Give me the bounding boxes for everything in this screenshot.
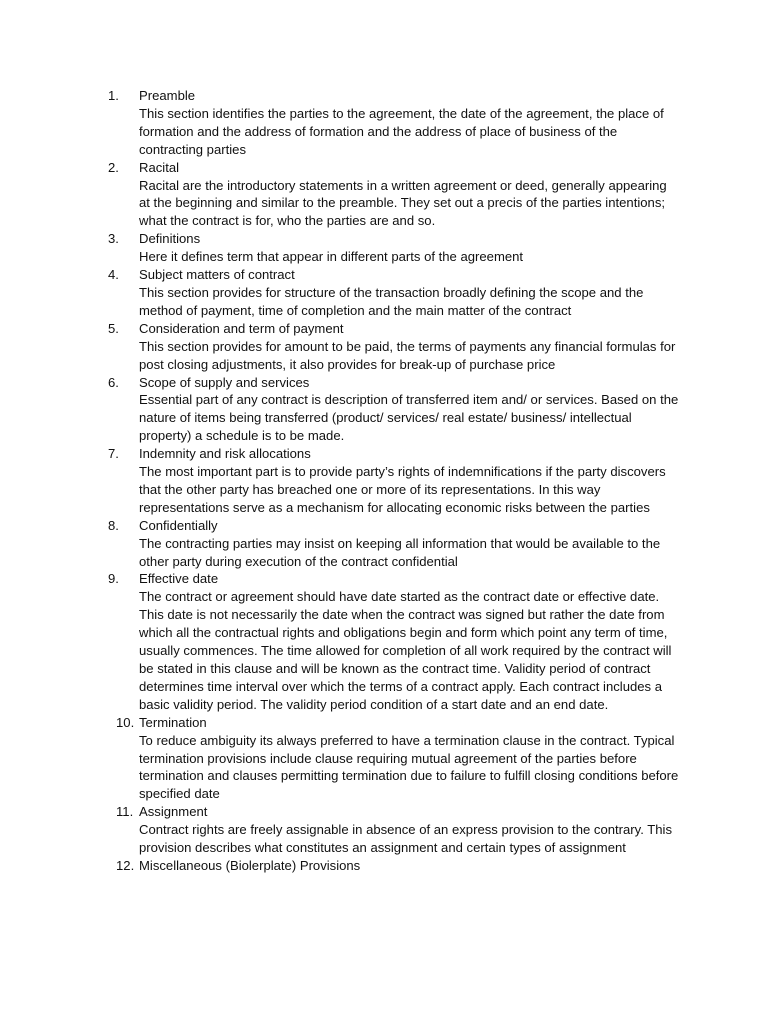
section-heading: Effective date [139, 571, 219, 587]
section-number: 10. [116, 714, 135, 730]
document-page [0, 87, 768, 875]
section-item [0, 445, 679, 517]
section-number: 2. [108, 159, 119, 175]
section-number: 8. [108, 517, 119, 533]
section-number: 11. [116, 804, 134, 820]
section-number: 12. [116, 857, 135, 873]
section-body: The contracting parties may insist on keeping all information that would be available to the other party during execution of the contract confidential [139, 535, 661, 569]
section-body: This section identifies the parties to the agreement, the date of the agreement, the place of formation and the address of formation and the address of place of business of the contracting parties [139, 105, 664, 157]
section-number: 9. [108, 571, 119, 587]
section-number: 1. [108, 88, 119, 103]
section-item [0, 159, 679, 231]
section-item [0, 517, 679, 571]
section-number: 6. [108, 374, 119, 390]
section-number: 3. [108, 231, 119, 247]
section-heading: Scope of supply and services [139, 374, 310, 390]
section-body: Here it defines term that appear in different parts of the agreement [139, 249, 524, 265]
section-body: This section provides for structure of the transaction broadly defining the scope and the method of payment, time of completion and the main matter of the contract [139, 284, 644, 318]
section-body: Racital are the introductory statements in a written agreement or deed, generally appearing at the beginning and similar to the preamble. They set out a precis of the parties intentions; what the contract is for, who the parties are and so. [139, 177, 667, 229]
section-heading: Miscellaneous (Biolerplate) Provisions [139, 857, 361, 873]
section-heading: Preamble [139, 88, 196, 103]
section-heading: Consideration and term of payment [139, 320, 344, 336]
section-body: Contract rights are freely assignable in absence of an express provision to the contrary. This provision describes what constitutes an assignment and certain types of assignment [139, 822, 672, 856]
section-number: 4. [108, 267, 119, 283]
section-heading: Confidentially [139, 517, 218, 533]
section-heading: Subject matters of contract [139, 267, 295, 283]
section-heading: Assignment [139, 804, 208, 820]
section-body: The contract or agreement should have date started as the contract date or effective date. This date is not necessarily the date when the contract was signed but rather the date from which all the contractual rights and obligations begin and form which point any term of time, usually commences. The time allowed for completion of all work required by the contract will be stated in this clause and will be known as the contract time. Validity period of contract determines time interval over which the terms of a contract apply. Each contract includes a basic validity period. The validity period condition of a start date and an end date. [139, 589, 672, 712]
section-item [0, 320, 679, 374]
section-number: 7. [108, 446, 119, 462]
contract-sections-list [0, 87, 768, 875]
section-item [0, 857, 679, 875]
section-item [0, 570, 679, 713]
section-item [0, 374, 679, 446]
section-item [0, 230, 679, 266]
section-heading: Racital [139, 159, 180, 175]
section-item [0, 714, 679, 804]
section-heading: Definitions [139, 231, 201, 247]
section-body: Essential part of any contract is description of transferred item and/ or services. Based on the nature of items being transferred (product/ services/ real estate/ business/ intellectual property) a schedule is to be made. [139, 392, 679, 444]
section-number: 5. [108, 320, 119, 336]
section-body: This section provides for amount to be paid, the terms of payments any financial formulas for post closing adjustments, it also provides for break-up of purchase price [139, 338, 676, 372]
section-body: To reduce ambiguity its always preferred to have a termination clause in the contract. Typical termination provisions include clause requiring mutual agreement of the parties before termination and clauses permitting termination due to failure to fulfill closing conditions before specified date [139, 732, 679, 802]
section-heading: Indemnity and risk allocations [139, 446, 311, 462]
section-body: The most important part is to provide party’s rights of indemnifications if the party discovers that the other party has breached one or more of its representations. In this way representations serve as a mechanism for allocating economic risks between the parties [139, 464, 666, 515]
section-heading: Termination [139, 714, 207, 730]
section-item [0, 87, 679, 159]
section-item [0, 266, 679, 320]
section-item [0, 803, 679, 857]
